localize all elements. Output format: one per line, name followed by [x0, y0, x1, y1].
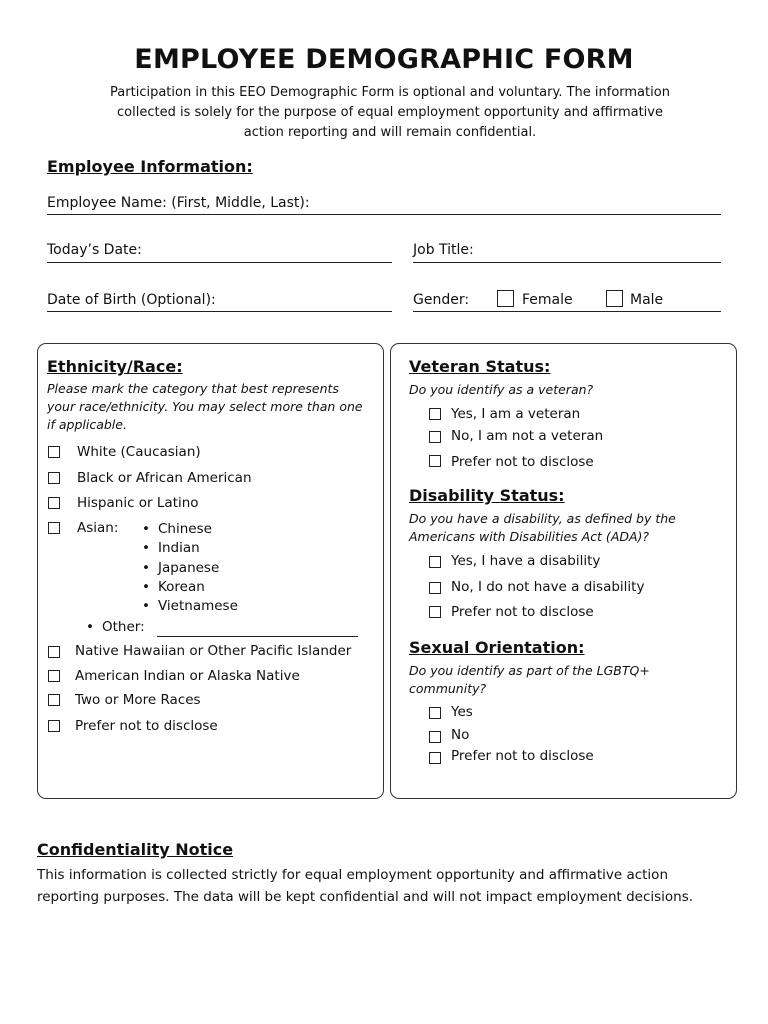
gender-male-checkbox[interactable] — [606, 290, 623, 307]
ethnicity-pacific-checkbox[interactable] — [48, 646, 60, 658]
disability-heading: Disability Status: — [409, 486, 565, 505]
veteran-yes-label: Yes, I am a veteran — [451, 406, 581, 422]
disability-no-label: No, I do not have a disability — [451, 579, 645, 595]
asian-sub-other — [86, 619, 145, 635]
asian-sub-label: Other: — [101, 619, 145, 635]
veteran-prefer-not-label: Prefer not to disclose — [451, 454, 594, 470]
disability-yes-label: Yes, I have a disability — [451, 553, 601, 569]
disability-prefer-not-label: Prefer not to disclose — [451, 604, 594, 620]
orientation-yes-label: Yes — [451, 704, 473, 720]
disability-question: Do you have a disability, as defined by the Americans with Disabilities Act (ADA)? — [409, 511, 676, 544]
gender-female-checkbox[interactable] — [497, 290, 514, 307]
veteran-yes-checkbox[interactable] — [429, 408, 441, 420]
veteran-no-checkbox[interactable] — [429, 431, 441, 443]
asian-sub-label: Vietnamese — [157, 598, 238, 614]
ethnicity-prefer-not-checkbox[interactable] — [48, 720, 60, 732]
job-title-label: Job Title: — [413, 242, 474, 258]
dob-field[interactable] — [47, 311, 392, 312]
form-intro: Participation in this EEO Demographic Form is optional and voluntary. The information collected is solely for the purpose of equal employment opportunity and affirmative action reporting and will remain confidential. — [110, 85, 670, 140]
ethnicity-prefer-not-label: Prefer not to disclose — [75, 718, 218, 734]
gender-field-line — [413, 311, 721, 312]
ethnicity-heading: Ethnicity/Race: — [47, 357, 183, 376]
ethnicity-black-label: Black or African American — [77, 470, 252, 486]
gender-female-label: Female — [522, 292, 573, 308]
employee-info-heading: Employee Information: — [47, 157, 253, 176]
ethnicity-black-checkbox[interactable] — [48, 472, 60, 484]
asian-sub-label: Chinese — [157, 521, 212, 537]
orientation-no-label: No — [451, 727, 470, 743]
ethnicity-instructions: Please mark the category that best represents your race/ethnicity. You may select more than one if applicable. — [47, 381, 363, 432]
asian-sub-indian — [142, 540, 200, 556]
asian-sub-label: Japanese — [157, 560, 220, 576]
ethnicity-white-checkbox[interactable] — [48, 446, 60, 458]
disability-yes-checkbox[interactable] — [429, 556, 441, 568]
asian-sub-chinese — [142, 521, 212, 537]
orientation-no-checkbox[interactable] — [429, 731, 441, 743]
gender-label: Gender: — [413, 292, 470, 308]
asian-sub-label: Indian — [157, 540, 200, 556]
asian-sub-vietnamese — [142, 598, 238, 614]
ethnicity-asian-checkbox[interactable] — [48, 522, 60, 534]
todays-date-label: Today’s Date: — [47, 242, 142, 258]
disability-no-checkbox[interactable] — [429, 582, 441, 594]
ethnicity-pacific-label: Native Hawaiian or Other Pacific Islander — [75, 643, 352, 659]
asian-other-field[interactable] — [157, 636, 358, 637]
orientation-yes-checkbox[interactable] — [429, 707, 441, 719]
disability-prefer-not-checkbox[interactable] — [429, 606, 441, 618]
ethnicity-two-or-more-checkbox[interactable] — [48, 694, 60, 706]
ethnicity-hispanic-label: Hispanic or Latino — [77, 495, 199, 511]
confidentiality-heading: Confidentiality Notice — [37, 840, 234, 859]
orientation-question: Do you identify as part of the LGBTQ+ community? — [409, 663, 650, 696]
ethnicity-native-checkbox[interactable] — [48, 670, 60, 682]
veteran-no-label: No, I am not a veteran — [451, 428, 604, 444]
ethnicity-white-label: White (Caucasian) — [77, 444, 201, 460]
form-title: EMPLOYEE DEMOGRAPHIC FORM — [134, 44, 634, 75]
gender-male-label: Male — [630, 292, 664, 308]
asian-sub-korean — [142, 579, 205, 595]
ethnicity-hispanic-checkbox[interactable] — [48, 497, 60, 509]
asian-sub-label: Korean — [157, 579, 205, 595]
job-title-field[interactable] — [413, 262, 721, 263]
veteran-heading: Veteran Status: — [409, 357, 551, 376]
employee-name-field[interactable] — [47, 214, 721, 215]
asian-sub-japanese — [142, 560, 219, 576]
confidentiality-text: This information is collected strictly for equal employment opportunity and affirmative action reporting purposes. The data will be kept confidential and will not impact employment decisions. — [37, 867, 694, 905]
employee-name-label: Employee Name: (First, Middle, Last): — [47, 195, 310, 211]
todays-date-field[interactable] — [47, 262, 392, 263]
ethnicity-two-or-more-label: Two or More Races — [75, 692, 201, 708]
ethnicity-asian-label: Asian: — [77, 520, 119, 536]
veteran-question: Do you identify as a veteran? — [409, 382, 594, 397]
orientation-prefer-not-checkbox[interactable] — [429, 752, 441, 764]
orientation-prefer-not-label: Prefer not to disclose — [451, 748, 594, 764]
ethnicity-native-label: American Indian or Alaska Native — [75, 668, 300, 684]
dob-label: Date of Birth (Optional): — [47, 292, 216, 308]
veteran-prefer-not-checkbox[interactable] — [429, 455, 441, 467]
orientation-heading: Sexual Orientation: — [409, 638, 585, 657]
